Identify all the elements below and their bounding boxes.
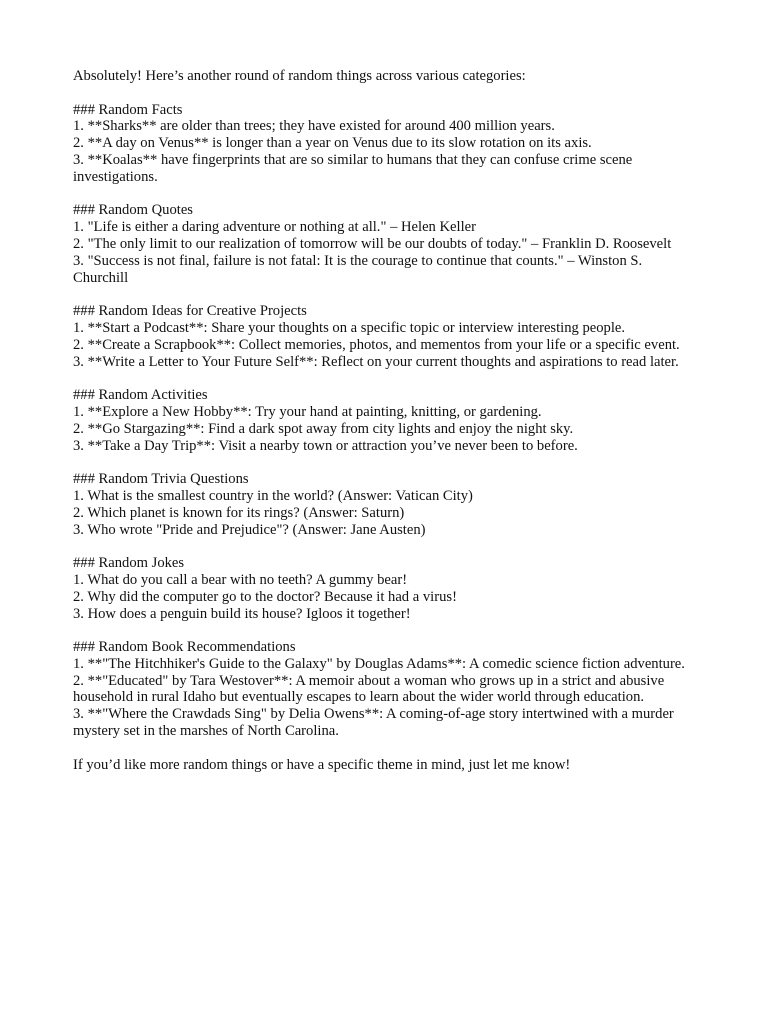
section-random-quotes <box>73 202 688 286</box>
section-heading: ### Random Ideas for Creative Projects <box>73 303 307 320</box>
list-item: 3. **Take a Day Trip**: Visit a nearby town or attraction you’ve never been to before. <box>73 437 578 454</box>
section-random-ideas <box>73 303 688 370</box>
list-item: 2. "The only limit to our realization of tomorrow will be our doubts of today." – Franklin D. Roosevelt <box>73 235 672 252</box>
section-random-trivia <box>73 471 688 538</box>
section-random-facts <box>73 102 688 186</box>
list-item: 1. "Life is either a daring adventure or nothing at all." – Helen Keller <box>73 219 476 236</box>
list-item: 3. **Koalas** have fingerprints that are so similar to humans that they can confuse crime scene investigations. <box>73 151 636 185</box>
section-random-jokes <box>73 555 688 622</box>
section-heading: ### Random Jokes <box>73 555 185 572</box>
list-item: 2. **Create a Scrapbook**: Collect memories, photos, and mementos from your life or a specific event. <box>73 336 680 353</box>
list-item: 1. **Start a Podcast**: Share your thoughts on a specific topic or interview interesting people. <box>73 319 626 336</box>
document-body <box>73 68 688 773</box>
list-item: 1. What do you call a bear with no teeth? A gummy bear! <box>73 571 408 588</box>
list-item: 3. **Write a Letter to Your Future Self**: Reflect on your current thoughts and aspirations to read later. <box>73 353 679 370</box>
list-item: 1. **"The Hitchhiker's Guide to the Galaxy" by Douglas Adams**: A comedic science fiction adventure. <box>73 655 685 672</box>
list-item: 1. **Explore a New Hobby**: Try your hand at painting, knitting, or gardening. <box>73 403 542 420</box>
list-item: 3. **"Where the Crawdads Sing" by Delia Owens**: A coming-of-age story intertwined with a murder mystery set in the marshes of North Carolina. <box>73 706 678 740</box>
section-heading: ### Random Trivia Questions <box>73 471 249 488</box>
section-heading: ### Random Facts <box>73 101 183 118</box>
list-item: 2. **A day on Venus** is longer than a year on Venus due to its slow rotation on its axis. <box>73 135 592 152</box>
section-random-books <box>73 639 688 740</box>
outro-text: If you’d like more random things or have a specific theme in mind, just let me know! <box>73 756 571 773</box>
list-item: 2. **"Educated" by Tara Westover**: A memoir about a woman who grows up in a strict and abusive household in rural Idaho but eventually escapes to learn about the wider world through education. <box>73 672 668 706</box>
list-item: 3. "Success is not final, failure is not fatal: It is the courage to continue that counts." – Winston S. Churchill <box>73 252 646 286</box>
section-heading: ### Random Quotes <box>73 202 193 219</box>
intro-text: Absolutely! Here’s another round of random things across various categories: <box>73 68 526 84</box>
section-heading: ### Random Activities <box>73 387 208 404</box>
list-item: 2. Which planet is known for its rings? (Answer: Saturn) <box>73 504 405 521</box>
list-item: 3. How does a penguin build its house? Igloos it together! <box>73 605 411 622</box>
list-item: 2. Why did the computer go to the doctor? Because it had a virus! <box>73 588 457 605</box>
list-item: 1. What is the smallest country in the world? (Answer: Vatican City) <box>73 487 473 504</box>
list-item: 3. Who wrote "Pride and Prejudice"? (Answer: Jane Austen) <box>73 521 426 538</box>
list-item: 2. **Go Stargazing**: Find a dark spot away from city lights and enjoy the night sky. <box>73 420 574 437</box>
list-item: 1. **Sharks** are older than trees; they have existed for around 400 million years. <box>73 118 555 135</box>
section-random-activities <box>73 387 688 454</box>
section-heading: ### Random Book Recommendations <box>73 639 296 656</box>
